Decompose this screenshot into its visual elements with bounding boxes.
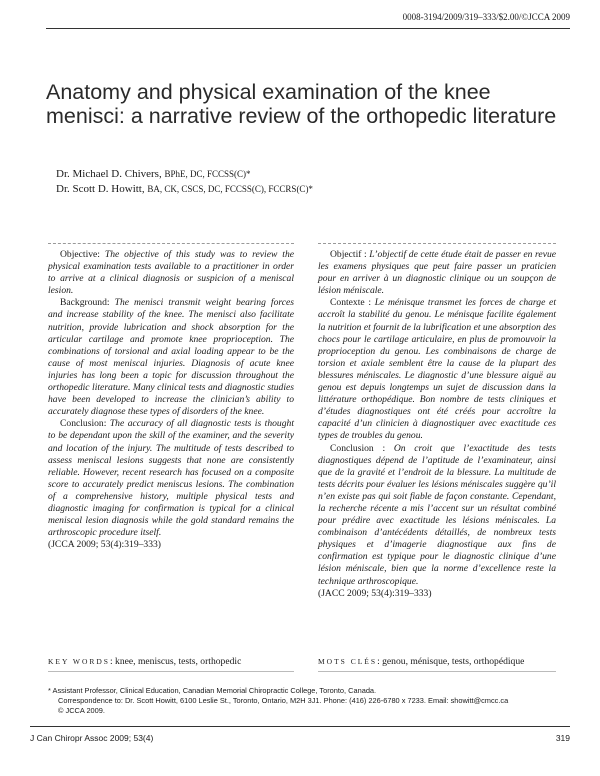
keywords-en-text: : knee, meniscus, tests, orthopedic xyxy=(109,656,242,667)
author-list xyxy=(56,167,313,197)
author-2-name: Dr. Scott D. Howitt, xyxy=(56,183,145,195)
conclusion-fr-text: On croit que l’exactitude des tests diagnostiques dépend de l’aptitude de l’examinateur, ainsi que de la gravité et l’endroit de la blessure. La multitude de tests décrits pour évaluer les lésions méniscales suggère qu’il n’en existe pas qui soit fiable de façon constante. Cependant, la recherche récente a mis l’accent sur un résultat combiné pour prédire avec exactitude les lésions méniscales. La combinaison d’antécédents détaillés, de nombreux tests physiques et d’imagerie diagnostique aux fins de confirmation est typique pour le diagnostic clinique d’une lésion méniscale, bien que la norme d’excellence reste la technique arthroscopique. xyxy=(318,442,556,587)
footer-journal: J Can Chiropr Assoc 2009; 53(4) xyxy=(30,733,154,743)
abstract-fr-rule xyxy=(318,243,556,244)
abstract-fr-objectif xyxy=(318,249,556,297)
keywords-fr-label: MOTS CLÉS xyxy=(318,657,378,666)
keywords-fr xyxy=(318,656,524,667)
conclusion-text: The accuracy of all diagnostic tests is thought to be dependant upon the skill of the examiner, and the severity and location of the injury. The multitude of tests described to assess meniscal lesions suggests that none are consistently reliable. However, recent research has focused on a composite score to accurately predict meniscus lesions. The combination of a comprehensive history, multiple physical tests and diagnostic imaging for confirmation is typical for a clinical meniscal lesion diagnosis while the gold standard remains the arthroscopic procedure itself. xyxy=(48,418,294,539)
background-text: The menisci transmit weight bearing forces and increase stability of the knee. The menisci also facilitate nutrition, provide lubrication and shock absorption for the articular cartilage and promote knee proprioception. The combinations of torsional and axial loading appear to be the cause of most meniscal injuries. Diagnosis of acute knee injuries has long been a topic for discussion throughout the orthopedic literature. Many clinical tests and diagnostic studies have been developed to increase the clinician’s ability to accurately diagnose these types of disorders of the knee. xyxy=(48,297,294,418)
contexte-label: Contexte : xyxy=(330,297,371,309)
keywords-fr-text: : genou, ménisque, tests, orthopédique xyxy=(377,656,525,667)
abstract-english xyxy=(48,249,294,551)
abstract-en-rule xyxy=(48,243,294,244)
author-1 xyxy=(56,167,313,182)
footer-rule xyxy=(30,726,570,727)
objectif-text: L’objectif de cette étude était de passer en revue les examens physiques que peut faire passer un praticien pour en arriver à un diagnostic clinique ou un soupçon de lésion méniscale. xyxy=(318,249,557,297)
abstract-en-conclusion xyxy=(48,418,294,539)
footnote-affiliation: * Assistant Professor, Clinical Education, Canadian Memorial Chiropractic College, Toronto, Canada. xyxy=(48,686,377,695)
author-1-name: Dr. Michael D. Chivers, xyxy=(56,168,162,180)
background-label: Background: xyxy=(60,297,110,309)
abstract-en-citation: (JCCA 2009; 53(4):319–333) xyxy=(48,539,161,551)
abstract-french xyxy=(318,249,556,600)
keywords-fr-rule xyxy=(318,671,556,672)
keywords-en-label: KEY WORDS xyxy=(48,657,110,666)
abstract-fr-conclusion xyxy=(318,443,556,588)
keywords-en-rule xyxy=(48,671,294,672)
abstract-en-background xyxy=(48,297,294,418)
objectif-label: Objectif : xyxy=(330,249,367,260)
author-2-credentials: BA, CK, CSCS, DC, FCCSS(C), FCCRS(C)* xyxy=(147,184,313,194)
abstract-en-objective xyxy=(48,249,294,297)
conclusion-fr-label: Conclusion : xyxy=(330,442,386,454)
objective-text: The objective of this study was to review the physical examination tests available to a practitioner in order to arrive at a clinical diagnosis or suspicion of a meniscal lesion. xyxy=(48,249,294,297)
keywords-en xyxy=(48,656,241,667)
footnotes xyxy=(48,686,556,716)
header-code: 0008-3194/2009/319–333/$2.00/©JCCA 2009 xyxy=(402,12,570,22)
author-2 xyxy=(56,182,313,197)
footer-page-number: 319 xyxy=(555,733,570,743)
conclusion-label: Conclusion: xyxy=(60,418,107,430)
abstract-fr-citation: (JACC 2009; 53(4):319–333) xyxy=(318,587,432,599)
contexte-text: Le ménisque transmet les forces de charge et accroît la stabilité du genou. Le ménisque facilite également la nutrition et fournit de la lubrification et une absorption des chocs pour le cartilage articulaire, en plus de promouvoir la proprioception du genou. Les combinaisons de charge de torsion et axiale semblent être la cause de la plupart des blessures méniscales. Le diagnostic d’une blessure aiguë au genou est depuis longtemps un sujet de discussion dans la littérature orthopédique. Bon nombre de tests cliniques et d’études diagnostiques ont été créés pour accroître la capacité d’un clinicien à diagnostiquer avec exactitude ces types de troubles du genou. xyxy=(318,297,556,442)
footnote-correspondence: Correspondence to: Dr. Scott Howitt, 6100 Leslie St., Toronto, Ontario, M2H 3J1. Phone: (416) 226-6780 x 7233. Email: showitt@cmcc.ca xyxy=(58,696,509,705)
header-rule xyxy=(46,28,570,29)
footnote-copyright: © JCCA 2009. xyxy=(58,706,105,715)
article-title: Anatomy and physical examination of the knee menisci: a narrative review of the orthopedic literature xyxy=(46,80,557,128)
author-1-credentials: BPhE, DC, FCCSS(C)* xyxy=(164,169,251,179)
abstract-fr-contexte xyxy=(318,297,556,442)
objective-label: Objective: xyxy=(60,249,100,260)
